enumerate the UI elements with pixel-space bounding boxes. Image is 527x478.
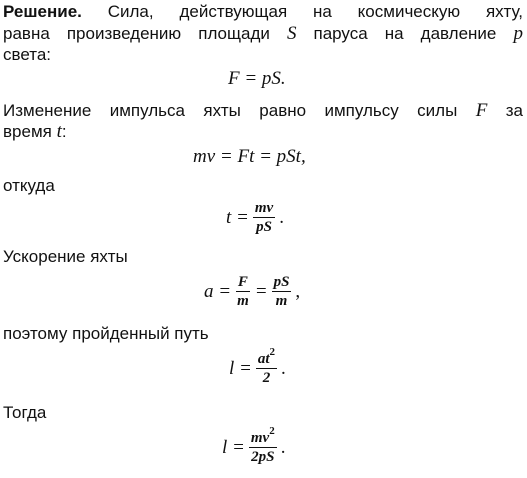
whence-line: [3, 176, 55, 196]
var-p: p: [513, 23, 523, 44]
momentum-line-2: [3, 122, 67, 142]
momentum-text-1: Изменение импульса яхты равно импульсу силы: [3, 101, 458, 120]
var-t: t: [56, 121, 62, 142]
formula-momentum-text: mv = Ft = pSt,: [193, 146, 306, 167]
formula-acceleration-lhs: a =: [204, 280, 232, 302]
solution-text-1: Сила, действующая на космическую яхту,: [107, 2, 523, 21]
formula-final-denominator: 2pS: [251, 449, 275, 465]
acceleration-text: Ускорение яхты: [3, 247, 128, 266]
var-f: F: [475, 100, 488, 121]
formula-time-period: .: [279, 206, 284, 228]
solution-line-1: [3, 2, 523, 22]
formula-distance-numerator-base: at: [257, 351, 270, 367]
formula-distance-fraction: [256, 346, 277, 386]
formula-final-numerator: [249, 425, 277, 448]
formula-force: [228, 68, 286, 90]
formula-time-numerator: mv: [254, 200, 274, 216]
formula-final: [222, 425, 286, 465]
formula-acceleration-fraction-1: [235, 274, 251, 309]
formula-time: [226, 200, 284, 235]
whence-text: откуда: [3, 176, 55, 195]
formula-final-numerator-base: mv: [250, 430, 270, 446]
formula-acceleration-fraction-2: [272, 274, 292, 309]
solution-line-3: [3, 45, 51, 65]
formula-final-exponent: 2: [269, 425, 275, 437]
formula-distance-lhs: l =: [229, 357, 252, 379]
formula-acceleration-numerator-1: F: [237, 274, 248, 290]
then-text: Тогда: [3, 403, 47, 422]
then-line: [3, 403, 46, 423]
formula-distance-denominator: 2: [262, 370, 271, 386]
solution-line-2: [3, 24, 523, 44]
formula-time-fraction: [253, 200, 275, 235]
formula-distance-period: .: [281, 357, 286, 379]
distance-text: поэтому пройденный путь: [3, 324, 209, 343]
momentum-text-2: время: [3, 122, 52, 141]
formula-acceleration-comma: ,: [295, 280, 301, 302]
formula-final-period: .: [280, 436, 286, 458]
formula-acceleration-equals: =: [254, 280, 268, 302]
formula-time-denominator: pS: [256, 219, 272, 235]
momentum-line-1: [3, 101, 523, 121]
formula-acceleration: [204, 274, 300, 309]
formula-final-lhs: l =: [222, 436, 245, 458]
formula-time-lhs: t =: [226, 206, 249, 228]
formula-distance-exponent: 2: [269, 346, 276, 358]
momentum-text-1b: за: [505, 101, 523, 120]
formula-acceleration-denominator-1: m: [237, 293, 249, 309]
solution-text-3: света:: [3, 45, 52, 64]
formula-acceleration-numerator-2: pS: [273, 274, 290, 290]
momentum-colon: :: [61, 122, 67, 141]
formula-acceleration-denominator-2: m: [275, 293, 288, 309]
formula-final-fraction: [249, 425, 277, 465]
formula-distance-numerator: [256, 346, 277, 369]
acceleration-line: [3, 247, 128, 267]
solution-label: Решение.: [3, 2, 82, 21]
formula-distance: [229, 346, 286, 386]
var-s: S: [286, 23, 297, 44]
formula-momentum: [193, 146, 306, 168]
formula-force-text: F = pS.: [228, 68, 286, 89]
solution-text-2: равна произведению площади: [3, 24, 270, 43]
distance-line: [3, 324, 209, 344]
solution-text-2b: паруса на давление: [313, 24, 497, 43]
